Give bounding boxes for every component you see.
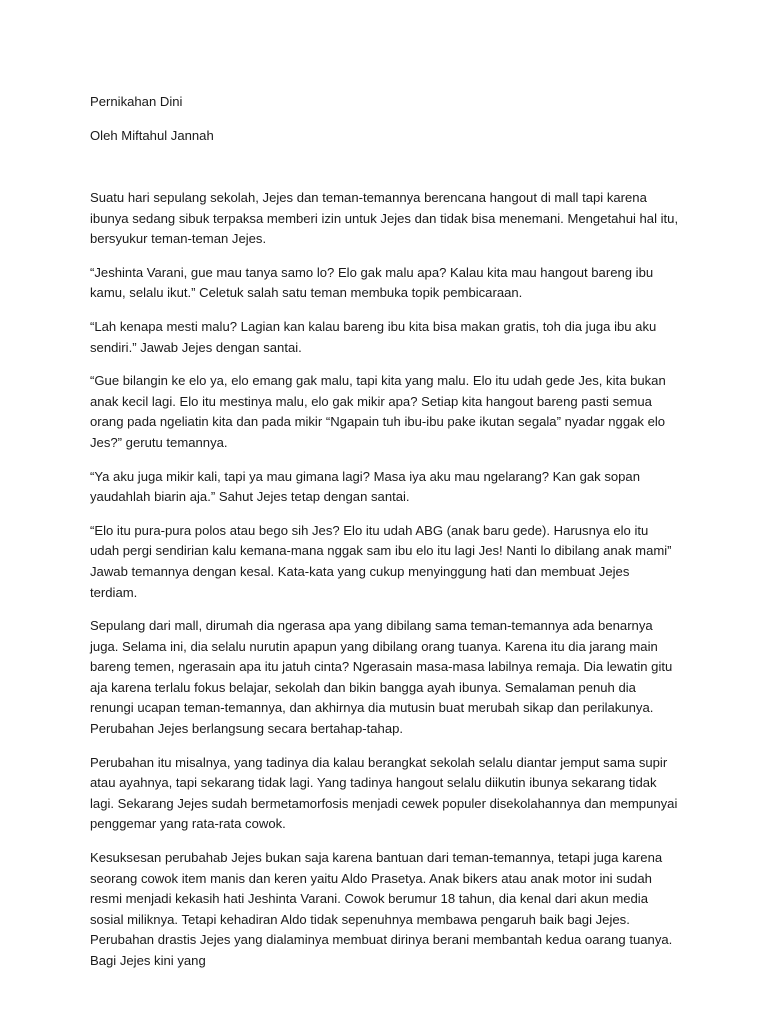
paragraph: Perubahan itu misalnya, yang tadinya dia kalau berangkat sekolah selalu diantar jemput sama supir atau ayahnya, tapi sekarang tidak lagi. Yang tadinya hangout selalu diikutin ibunya sekarang tidak lagi. Sekarang Jejes sudah bermetamorfosis menjadi cewek populer disekolahannya dan mempunyai penggemar yang rata-rata cowok. (90, 754, 678, 832)
paragraph: “Ya aku juga mikir kali, tapi ya mau gimana lagi? Masa iya aku mau ngelarang? Kan gak sopan yaudahlah biarin aja.” Sahut Jejes tetap dengan santai. (90, 468, 641, 505)
paragraph: Sepulang dari mall, dirumah dia ngerasa apa yang dibilang sama teman-temannya ada benarnya juga. Selama ini, dia selalu nurutin apapun yang dibilang orang tuanya. Karena itu dia jarang main bareng temen, ngerasain apa itu jatuh cinta? Ngerasain masa-masa labilnya remaja. Dia lewatin gitu aja karena terlalu fokus belajar, sekolah dan bikin bangga ayah ibunya. Semalaman penuh dia renungi ucapan teman-temannya, dan akhirnya dia mutusin buat merubah sikap dan perilakunya. Perubahan Jejes berlangsung secara bertahap-tahap. (90, 618, 673, 737)
paragraph: Kesuksesan perubahab Jejes bukan saja karena bantuan dari teman-temannya, tetapi juga karena seorang cowok item manis dan keren yaitu Aldo Prasetya. Anak bikers atau anak motor ini sudah resmi menjadi kekasih hati Jeshinta Varani. Cowok berumur 18 tahun, dia kenal dari akun media sosial miliknya. Tetapi kehadiran Aldo tidak sepenuhnya membawa pengaruh baik bagi Jejes. Perubahan drastis Jejes yang dialaminya membuat dirinya berani membantah kedua oarang tuanya. Bagi Jejes kini yang (90, 850, 673, 968)
paragraph: “Jeshinta Varani, gue mau tanya samo lo? Elo gak malu apa? Kalau kita mau hangout bareng ibu kamu, selalu ikut.” Celetuk salah satu teman membuka topik pembicaraan. (90, 264, 654, 301)
paragraph: Suatu hari sepulang sekolah, Jejes dan teman-temannya berencana hangout di mall tapi karena ibunya sedang sibuk terpaksa memberi izin untuk Jejes dan tidak bisa menemani. Mengetahui hal itu, bersyukur teman-teman Jejes. (90, 190, 679, 247)
document-body (90, 188, 680, 985)
paragraph: “Gue bilangin ke elo ya, elo emang gak malu, tapi kita yang malu. Elo itu udah gede Jes, kita bukan anak kecil lagi. Elo itu mestinya malu, elo gak mikir apa? Setiap kita hangout bareng pasti semua orang pada ngeliatin kita dan pada mikir “Ngapain tuh ibu-ibu pake ikutan segala” nyadar nggak elo Jes?” gerutu temannya. (90, 373, 666, 450)
document-author: Oleh Miftahul Jannah (90, 128, 214, 143)
document-title: Pernikahan Dini (90, 94, 183, 109)
paragraph: “Lah kenapa mesti malu? Lagian kan kalau bareng ibu kita bisa makan gratis, toh dia juga ibu aku sendiri.” Jawab Jejes dengan santai. (90, 318, 657, 355)
paragraph: “Elo itu pura-pura polos atau bego sih Jes? Elo itu udah ABG (anak baru gede). Harusnya elo itu udah pergi sendirian kalu kemana-mana nggak sam ibu elo itu lagi Jes! Nanti lo dibilang anak mami” Jawab temannya dengan kesal. Kata-kata yang cukup menyinggung hati dan membuat Jejes terdiam. (90, 522, 672, 600)
